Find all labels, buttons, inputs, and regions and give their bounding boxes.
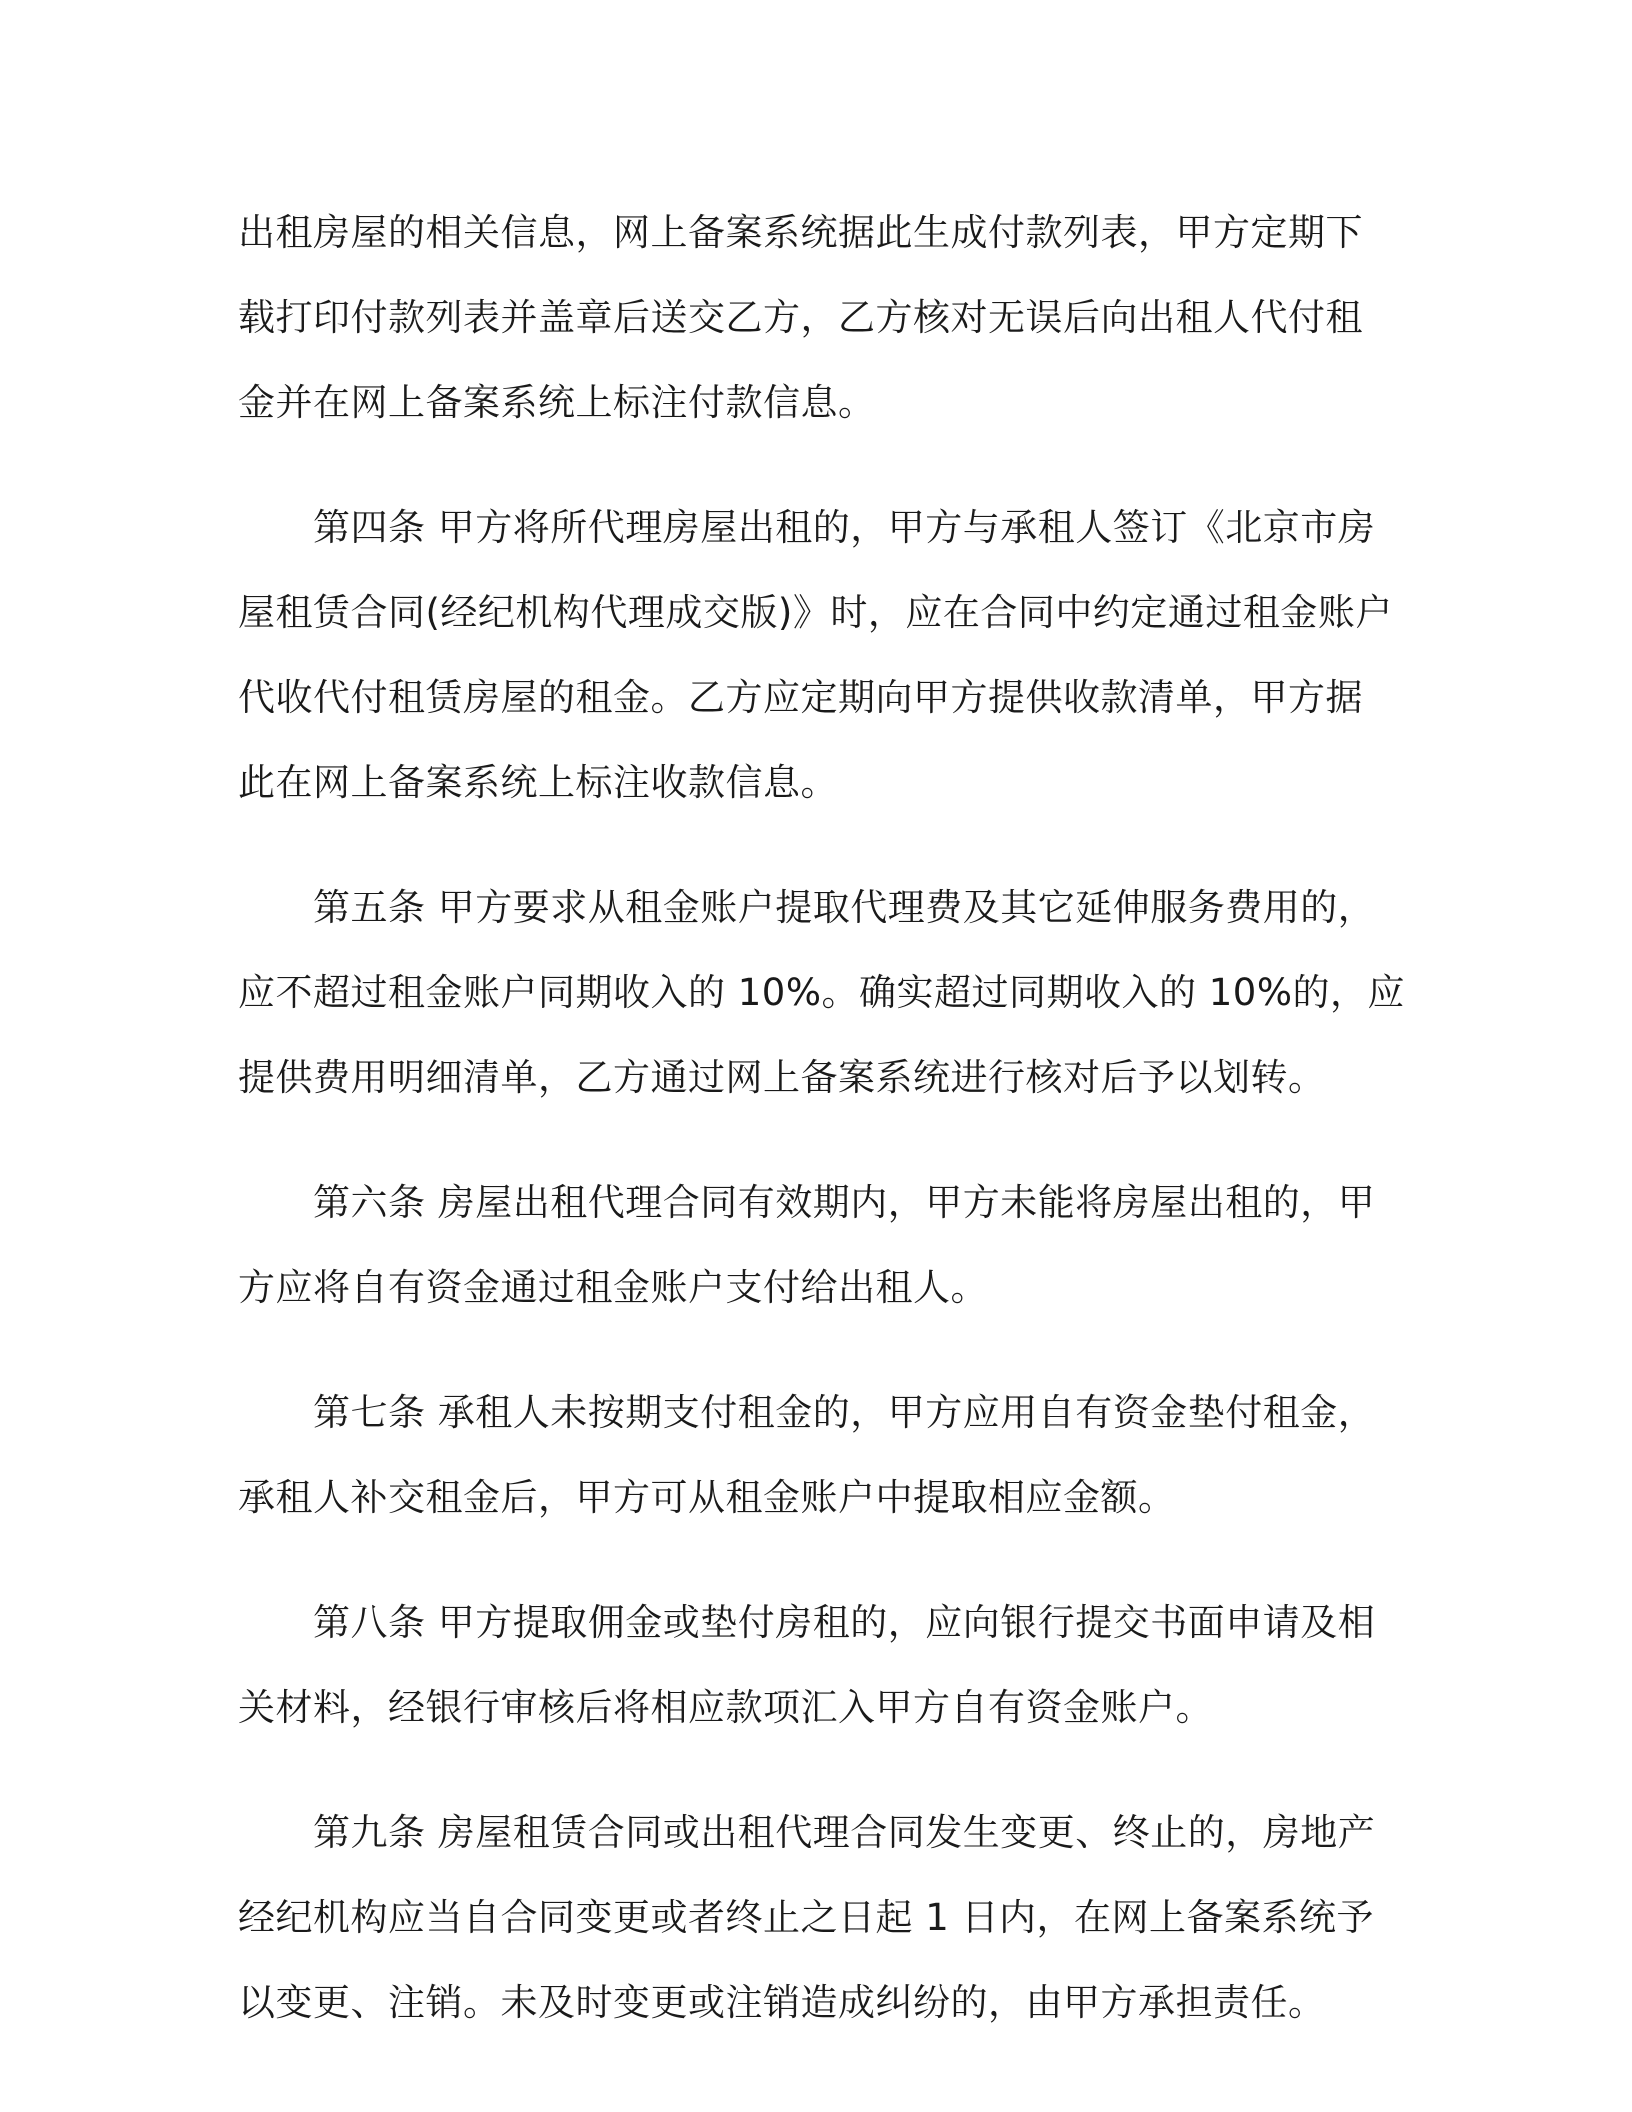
- paragraph-article-6: [238, 1160, 1388, 1330]
- text-line: 第四条 甲方将所代理房屋出租的，甲方与承租人签订《北京市房: [238, 506, 1376, 549]
- text-line: 承租人补交租金后，甲方可从租金账户中提取相应金额。: [238, 1476, 1176, 1519]
- text-line: 第九条 房屋租赁合同或出租代理合同发生变更、终止的，房地产: [238, 1811, 1376, 1854]
- paragraph-article-5: [238, 865, 1405, 1120]
- paragraph-article-9: [238, 1790, 1388, 2045]
- paragraph-article-8: [238, 1580, 1388, 1750]
- text-line: 代收代付租赁房屋的租金。乙方应定期向甲方提供收款清单，甲方据: [238, 676, 1363, 719]
- text-line: 第五条 甲方要求从租金账户提取代理费及其它延伸服务费用的，: [238, 886, 1376, 929]
- text-line: 关材料，经银行审核后将相应款项汇入甲方自有资金账户。: [238, 1686, 1213, 1729]
- text-line: 方应将自有资金通过租金账户支付给出租人。: [238, 1266, 988, 1309]
- text-line: 经纪机构应当自合同变更或者终止之日起 1 日内，在网上备案系统予: [238, 1896, 1375, 1939]
- text-line: 金并在网上备案系统上标注付款信息。: [238, 381, 876, 424]
- text-line: 此在网上备案系统上标注收款信息。: [238, 761, 838, 804]
- text-line: 出租房屋的相关信息，网上备案系统据此生成付款列表，甲方定期下: [238, 211, 1363, 254]
- text-line: 第七条 承租人未按期支付租金的，甲方应用自有资金垫付租金，: [238, 1391, 1376, 1434]
- text-line: 第八条 甲方提取佣金或垫付房租的，应向银行提交书面申请及相: [238, 1601, 1376, 1644]
- text-line: 载打印付款列表并盖章后送交乙方，乙方核对无误后向出租人代付租: [238, 296, 1363, 339]
- paragraph-continuation: [238, 190, 1388, 445]
- paragraph-article-4: [238, 485, 1393, 825]
- text-line: 提供费用明细清单，乙方通过网上备案系统进行核对后予以划转。: [238, 1056, 1326, 1099]
- text-line: 第六条 房屋出租代理合同有效期内，甲方未能将房屋出租的，甲: [238, 1181, 1376, 1224]
- paragraph-article-7: [238, 1370, 1388, 1540]
- text-line: 以变更、注销。未及时变更或注销造成纠纷的，由甲方承担责任。: [238, 1981, 1326, 2024]
- text-line: 屋租赁合同(经纪机构代理成交版)》时，应在合同中约定通过租金账户: [238, 591, 1393, 634]
- document-body: [238, 190, 1405, 2045]
- text-line: 应不超过租金账户同期收入的 10%。确实超过同期收入的 10%的，应: [238, 971, 1405, 1014]
